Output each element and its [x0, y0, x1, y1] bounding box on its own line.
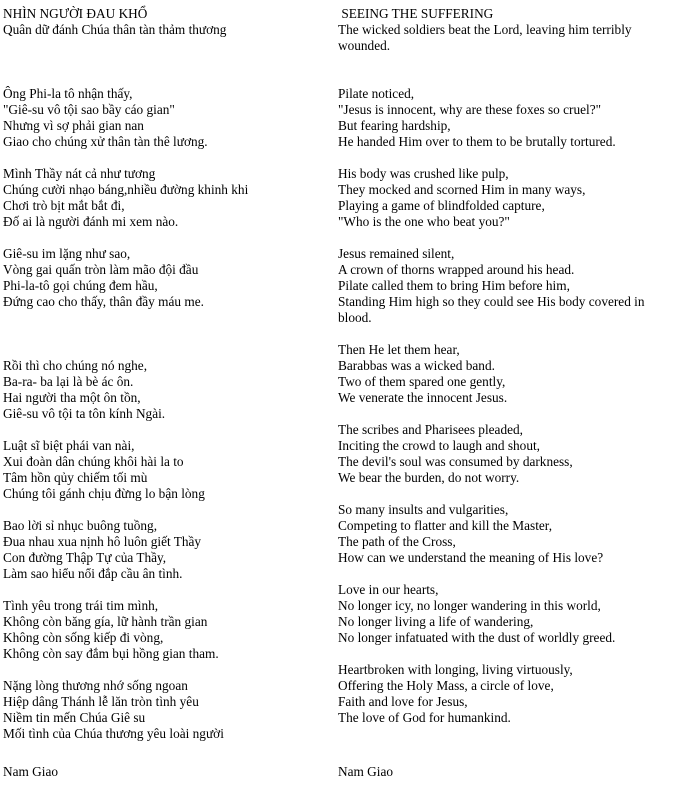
verse-line: Jesus remained silent, — [338, 246, 455, 261]
stanza-en-1 — [338, 22, 670, 54]
verse-line: Hai người tha một ôn tồn, — [3, 390, 141, 405]
verse-line: Barabbas was a wicked band. — [338, 358, 495, 373]
verse-line: Chơi trò bịt mắt bắt đi, — [3, 198, 125, 213]
verse-line: Hiệp dâng Thánh lễ lăn tròn tình yêu — [3, 694, 199, 709]
stanza-vi-5 — [3, 358, 328, 422]
verse-line: Pilate noticed, — [338, 86, 415, 101]
verse-line: Giê-su vô tội ta tôn kính Ngài. — [3, 406, 166, 421]
verse-line: We bear the burden, do not worry. — [338, 470, 520, 485]
verse-line: Offering the Holy Mass, a circle of love, — [338, 678, 554, 693]
verse-line: Competing to flatter and kill the Master, — [338, 518, 553, 533]
verse-line: Đố ai là người đánh mi xem nào. — [3, 214, 179, 229]
verse-line: So many insults and vulgarities, — [338, 502, 509, 517]
verse-line: Standing Him high so they could see His body covered in blood. — [338, 294, 645, 325]
verse-line: He handed Him over to them to be brutally tortured. — [338, 134, 616, 149]
verse-line: No longer icy, no longer wandering in this world, — [338, 598, 601, 613]
verse-line: Inciting the crowd to laugh and shout, — [338, 438, 540, 453]
verse-line: Chúng cười nhạo báng,nhiều đường khinh khi — [3, 182, 249, 197]
verse-line: Giê-su im lặng như sao, — [3, 246, 131, 261]
verse-line: Niềm tin mến Chúa Giê su — [3, 710, 146, 725]
stanza-en-9 — [338, 662, 670, 726]
verse-line: Tình yêu trong trái tim mình, — [3, 598, 159, 613]
english-column — [338, 6, 670, 779]
verse-line: "Giê-su vô tội sao bầy cáo gian" — [3, 102, 175, 117]
verse-line: Pilate called them to bring Him before him, — [338, 278, 570, 293]
stanza-en-6 — [338, 422, 670, 486]
stanza-vi-8 — [3, 598, 328, 662]
stanza-vi-2 — [3, 86, 328, 150]
verse-line: Bao lời sỉ nhục buông tuồng, — [3, 518, 158, 533]
verse-line: Không còn say đắm bụi hồng gian tham. — [3, 646, 219, 661]
stanza-vi-1 — [3, 22, 328, 38]
verse-line: Phi-la-tô gọi chúng đem hầu, — [3, 278, 158, 293]
verse-line: No longer infatuated with the dust of worldly greed. — [338, 630, 616, 645]
verse-line: But fearing hardship, — [338, 118, 451, 133]
verse-line: Luật sĩ biệt phái van nài, — [3, 438, 135, 453]
verse-line: His body was crushed like pulp, — [338, 166, 509, 181]
verse-line: How can we understand the meaning of His love? — [338, 550, 604, 565]
poem-title-english: SEEING THE SUFFERING — [341, 6, 494, 21]
poem-title-vietnamese: NHÌN NGƯỜI ĐAU KHỔ — [3, 6, 148, 21]
stanza-en-8 — [338, 582, 670, 646]
stanza-en-7 — [338, 502, 670, 566]
verse-line: Làm sao hiểu nổi đắp cầu ân tình. — [3, 566, 183, 581]
verse-line: "Who is the one who beat you?" — [338, 214, 510, 229]
verse-line: Love in our hearts, — [338, 582, 439, 597]
verse-line: "Jesus is innocent, why are these foxes so cruel?" — [338, 102, 602, 117]
verse-line: We venerate the innocent Jesus. — [338, 390, 508, 405]
verse-line: Playing a game of blindfolded capture, — [338, 198, 545, 213]
verse-line: Không còn băng gía, lữ hành trần gian — [3, 614, 208, 629]
verse-line: Ba-ra- ba lại là bè ác ôn. — [3, 374, 134, 389]
verse-line: Quân dữ đánh Chúa thân tàn thảm thương — [3, 22, 227, 37]
verse-line: Chúng tôi gánh chịu đừng lo bận lòng — [3, 486, 205, 501]
stanza-vi-7 — [3, 518, 328, 582]
stanza-vi-6 — [3, 438, 328, 502]
verse-line: Nặng lòng thương nhớ sống ngoan — [3, 678, 188, 693]
verse-line: Two of them spared one gently, — [338, 374, 506, 389]
stanza-en-3 — [338, 166, 670, 230]
verse-line: Mình Thầy nát cả như tương — [3, 166, 156, 181]
verse-line: They mocked and scorned Him in many ways, — [338, 182, 586, 197]
verse-line: No longer living a life of wandering, — [338, 614, 534, 629]
verse-line: Không còn sống kiếp đi vòng, — [3, 630, 164, 645]
verse-line: Rồi thì cho chúng nó nghe, — [3, 358, 148, 373]
verse-line: Vòng gai quấn tròn làm mão đội đầu — [3, 262, 199, 277]
verse-line: Nhưng vì sợ phải gian nan — [3, 118, 144, 133]
author-name-english: Nam Giao — [338, 764, 394, 779]
verse-line: The path of the Cross, — [338, 534, 456, 549]
verse-line: Tâm hồn qủy chiếm tối mù — [3, 470, 148, 485]
stanza-vi-4 — [3, 246, 328, 310]
verse-line: Faith and love for Jesus, — [338, 694, 468, 709]
verse-line: Heartbroken with longing, living virtuously, — [338, 662, 573, 677]
stanza-en-4 — [338, 246, 670, 326]
poem-page — [0, 6, 675, 796]
vietnamese-column — [3, 6, 328, 779]
verse-line: Giao cho chúng xử thân tàn thê lương. — [3, 134, 208, 149]
verse-line: Đua nhau xua nịnh hô luôn giết Thầy — [3, 534, 202, 549]
verse-line: Mối tình của Chúa thương yêu loài người — [3, 726, 224, 741]
verse-line: The wicked soldiers beat the Lord, leaving him terribly wounded. — [338, 22, 632, 53]
verse-line: Đứng cao cho thấy, thân đầy máu me. — [3, 294, 204, 309]
stanza-en-2 — [338, 86, 670, 150]
verse-line: A crown of thorns wrapped around his head. — [338, 262, 575, 277]
verse-line: The devil's soul was consumed by darkness, — [338, 454, 573, 469]
verse-line: Ông Phi-la tô nhận thấy, — [3, 86, 133, 101]
verse-line: The love of God for humankind. — [338, 710, 511, 725]
author-name-vietnamese: Nam Giao — [3, 764, 59, 779]
stanza-en-5 — [338, 342, 670, 406]
verse-line: The scribes and Pharisees pleaded, — [338, 422, 523, 437]
verse-line: Xui đoàn dân chúng khôi hài la to — [3, 454, 184, 469]
verse-line: Then He let them hear, — [338, 342, 460, 357]
stanza-vi-3 — [3, 166, 328, 230]
verse-line: Con đường Thập Tự của Thầy, — [3, 550, 167, 565]
stanza-vi-9 — [3, 678, 328, 742]
